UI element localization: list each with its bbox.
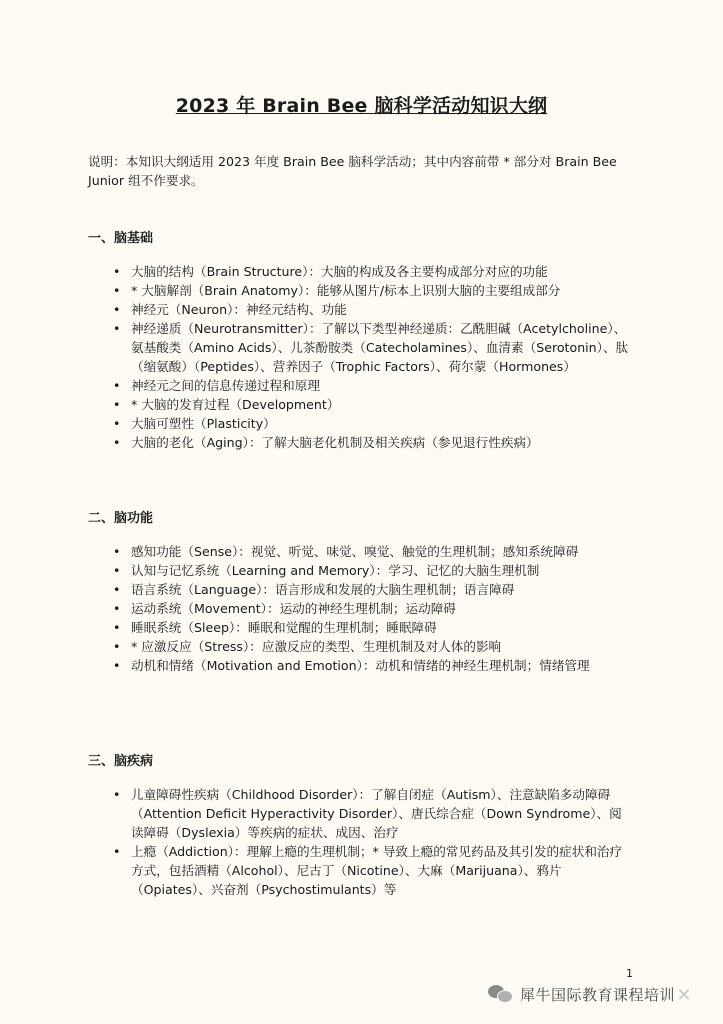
list-item: • 大脑的老化（Aging）：了解大脑老化机制及相关疾病（参见退行性疾病）	[113, 433, 633, 452]
footer-text: 犀牛国际教育课程培训	[520, 985, 676, 1004]
rhino-logo-icon: ✕	[676, 984, 692, 1006]
list-item: • 认知与记忆系统（Learning and Memory）：学习、记忆的大脑生理机制	[113, 561, 633, 580]
section-list-diseases	[113, 785, 633, 899]
section-heading-diseases: 三、脑疾病	[88, 754, 154, 769]
list-item: • 大脑的结构（Brain Structure）：大脑的构成及各主要构成部分对应的功能	[113, 262, 633, 281]
section-heading-functions: 二、脑功能	[88, 511, 154, 526]
list-item: • 上瘾（Addiction）：理解上瘾的生理机制；* 导致上瘾的常见药品及其引发的症状和治疗方式，包括酒精（Alcohol）、尼古丁（Nicotine）、大麻（Marijuana）、鸦片（Opiates）、兴奋剂（Psychostimulants）等	[113, 842, 633, 899]
page-number: 1	[626, 967, 633, 980]
wechat-icon	[488, 985, 512, 1003]
section-heading-basics: 一、脑基础	[88, 231, 154, 246]
list-item: • 睡眠系统（Sleep）：睡眠和觉醒的生理机制；睡眠障碍	[113, 618, 633, 637]
footer-watermark	[488, 981, 718, 1007]
list-item: • 语言系统（Language）：语言形成和发展的大脑生理机制；语言障碍	[113, 580, 633, 599]
list-item: • 运动系统（Movement）：运动的神经生理机制；运动障碍	[113, 599, 633, 618]
list-item: • * 应激反应（Stress）：应激反应的类型、生理机制及对人体的影响	[113, 637, 633, 656]
list-item: • 神经元之间的信息传递过程和原理	[113, 376, 633, 395]
list-item: • * 大脑解剖（Brain Anatomy）：能够从图片/标本上识别大脑的主要组成部分	[113, 281, 633, 300]
list-item: • 动机和情绪（Motivation and Emotion）：动机和情绪的神经生理机制；情绪管理	[113, 656, 633, 675]
list-item: • 神经元（Neuron）：神经元结构、功能	[113, 300, 633, 319]
list-item: • * 大脑的发育过程（Development）	[113, 395, 633, 414]
section-list-functions	[113, 542, 633, 675]
intro-note: 说明：本知识大纲适用 2023 年度 Brain Bee 脑科学活动；其中内容前带 * 部分对 Brain Bee Junior 组不作要求。	[88, 154, 617, 188]
section-list-basics	[113, 262, 633, 452]
list-item: • 儿童障碍性疾病（Childhood Disorder）：了解自闭症（Autism）、注意缺陷多动障碍（Attention Deficit Hyperactivity Disorder）、唐氏综合症（Down Syndrome）、阅读障碍（Dyslexia）等疾病的症状、成因、治疗	[113, 785, 633, 842]
list-item: • 大脑可塑性（Plasticity）	[113, 414, 633, 433]
list-item: • 感知功能（Sense）：视觉、听觉、味觉、嗅觉、触觉的生理机制；感知系统障碍	[113, 542, 633, 561]
list-item: • 神经递质（Neurotransmitter）：了解以下类型神经递质：乙酰胆碱（Acetylcholine）、氨基酸类（Amino Acids）、儿茶酚胺类（Catecholamines）、血清素（Serotonin）、肽（缩氨酸）（Peptides）、营养因子（Trophic Factors）、荷尔蒙（Hormones）	[113, 319, 633, 376]
page-title: 2023 年 Brain Bee 脑科学活动知识大纲	[175, 95, 548, 117]
